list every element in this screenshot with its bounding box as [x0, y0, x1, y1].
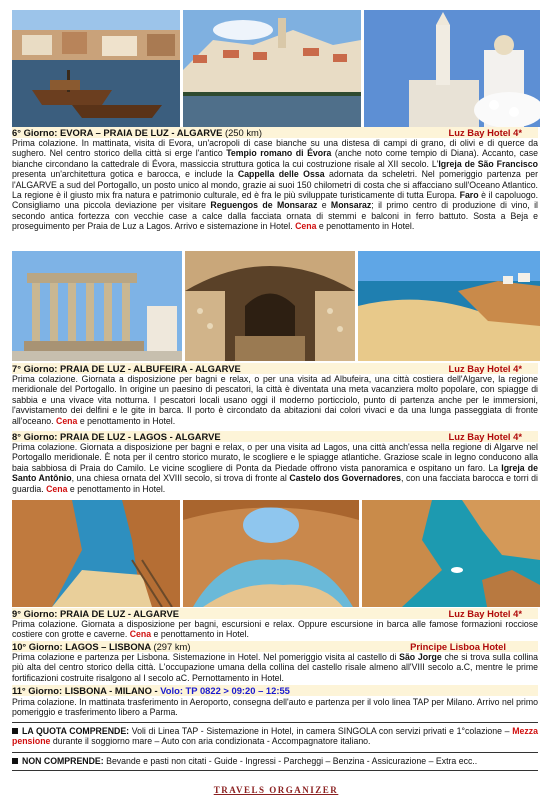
- day6-text: adornata da scheletri. Nel pomeriggio partenza per l'ALGARVE a sud del Portogallo, un posto unico al mondo, grazie ai suoi 150 chilometri di costa che si affacciano sull'Oceano Atlantico. La regione è il giusto mix fra natura e patrimonio culturale, ed è fra le più sviluppate turisticamente di tutta Europa.: [12, 169, 538, 201]
- day8-hotel: Luz Bay Hotel 4*: [448, 431, 522, 442]
- day11-flight: Volo: TP 0822 > 09:20 – 12:55: [160, 685, 290, 696]
- day6-cena: Cena: [295, 221, 317, 232]
- day11-heading: [12, 685, 538, 696]
- day7-hotel: Luz Bay Hotel 4*: [448, 363, 522, 374]
- day8-highlight: Castelo dos Governadores: [289, 473, 401, 484]
- photo-algarve-beach: [358, 251, 540, 361]
- photo-chapel-bones: [185, 251, 355, 361]
- day8-text: , con una facciata barocca e torri di guardia.: [12, 473, 538, 494]
- day8-text: , una chiesa ornata del XVIII secolo, si trova di fronte al: [71, 473, 290, 484]
- non-comprende-text: Bevande e pasti non citati - Guide - Ingressi - Parcheggi – Benzina - Assicurazione – Extra ecc..: [103, 756, 478, 766]
- photo-fatima: [364, 10, 540, 127]
- day6-text: e: [317, 200, 331, 211]
- bullet-icon: [12, 728, 18, 734]
- quota-text: Voli di Linea TAP - Sistemazione in Hotel, in camera SINGOLA con servizi privati e 1°colazione –: [129, 726, 513, 736]
- quota-text: durante il soggiorno mare – Auto con aria condizionata - Accompagnatore italiano.: [50, 736, 371, 747]
- day10-title: 10° Giorno: LAGOS – LISBONA: [12, 641, 151, 652]
- day9-description: [12, 619, 538, 640]
- divider: [12, 752, 538, 753]
- bullet-icon: [12, 758, 18, 764]
- day6-distance: (250 km): [224, 127, 262, 138]
- day7-text: e penottamento in Hotel.: [77, 415, 176, 426]
- day8-title: 8° Giorno: PRAIA DE LUZ - LAGOS - ALGARVE: [12, 431, 221, 442]
- day11-text: Prima colazione. In mattinata trasferimento in Aeroporto, consegna dell'auto e partenza per il volo linea TAP per Milano. Arrivo nel primo pomeriggio e trasferimento libero a Parma.: [12, 697, 538, 718]
- day11-title: 11° Giorno: LISBONA - MILANO -: [12, 685, 158, 696]
- quota-label: LA QUOTA COMPRENDE:: [22, 726, 130, 736]
- day10-highlight: São Jorge: [399, 652, 442, 662]
- day8-text: Prima colazione. Giornata a disposizione per bagni e relax, o per una visita ad Lagos, una città anch'essa nella regione di Algarve nel Portogallo meridionale. È nota per il centro storico murato, le scogliere e le spiagge atlantiche. Graziose scale in legno conducono alla baia sabbiosa di Praia do Camilo. Le vicine scogliere di Ponta da Piedade offrono vista panoramica e ospitano un faro. La: [12, 442, 538, 473]
- day8-cena: Cena: [46, 483, 68, 494]
- day7-text: Prima colazione. Giornata a disposizione per bagni e relax, o per una visita ad Albufeira, una città costiera dell'Algarve, la regione meridionale del Portogallo. In origine un paesino di pescatori, la città è diventata una meta vacanziera molto popolare, con spiagge di sabbia e una vivace vita notturna. I pescatori locali usano oggi il moderno porticciolo, punto di partenza anche per le immersioni, l'avvistamento dei delfini e le gite in barca. Il porto è circondato da abitazioni dai colori vivaci e da una lunga passeggiata di fronte all'oceano.: [12, 374, 538, 426]
- photo-ponta-piedade: [362, 500, 540, 607]
- day6-text: Prima colazione. In mattinata, visita di Evora, un'acropoli di case bianche su una distesa di campi di grano, di olivi e di querce da sughero. Nel centro storico della città si erge l'antico: [12, 138, 538, 159]
- day9-text: Prima colazione. Giornata a disposizione per bagni, escursioni e relax. Oppure escursione in barca alle famose formazioni rocciose costiere con grotte e caverne.: [12, 619, 538, 640]
- day8-description: [12, 442, 538, 494]
- day6-highlight: Cappella delle Ossa: [237, 169, 325, 180]
- day6-description: [12, 138, 538, 232]
- day10-text: Prima colazione e partenza per Lisbona. Sistemazione in Hotel. Nel pomeriggio visita al castello di: [12, 652, 400, 662]
- day8-text: e penottamento in Hotel.: [67, 483, 166, 494]
- day6-title: 6° Giorno: EVORA – PRAIA DE LUZ - ALGARVE: [12, 127, 223, 138]
- day8-heading: [12, 431, 538, 442]
- photo-row-3: [12, 500, 540, 607]
- photo-row-1: [12, 10, 540, 127]
- photo-row-2: [12, 251, 540, 361]
- day6-text: (anche noto come tempio di Diana). Accanto, case bianche circondano la cattedrale di Évora, massiccia struttura gotica la cui costruzione risale al XII secolo. L': [12, 148, 539, 169]
- photo-benagil-cave: [183, 500, 359, 607]
- day6-highlight: Tempio romano di Évora: [226, 148, 332, 159]
- footer-travels-organizer: TRAVELS ORGANIZER: [213, 785, 339, 795]
- photo-coimbra: [183, 10, 361, 127]
- day6-text: ; il primo centro di produzione di vino, il secondo antica fortezza con vecchie case a calce dalla facciata ornata di stemmi e balconi in ferro battuto. Sosta a Beja e proseguimento per Praia de Luz a Lagos. Arrivo e sistemazione in Hotel.: [12, 200, 538, 232]
- photo-temple-diana: [12, 251, 182, 361]
- non-comprende-label: NON COMPRENDE:: [22, 756, 104, 766]
- day9-hotel: Luz Bay Hotel 4*: [448, 608, 522, 619]
- non-comprende-section: [12, 756, 538, 766]
- day7-heading: [12, 363, 538, 374]
- day7-title: 7° Giorno: PRAIA DE LUZ - ALBUFEIRA - ALGARVE: [12, 363, 241, 374]
- day7-cena: Cena: [56, 415, 78, 426]
- day10-hotel: Principe Lisboa Hotel: [410, 641, 506, 652]
- photo-porto-boats: [12, 10, 180, 127]
- day9-text: e penottamento in Hotel.: [151, 629, 249, 640]
- day6-text: è il capoluogo. Consigliamo una piccola deviazione per visitare: [12, 190, 538, 211]
- day6-heading: [12, 127, 538, 138]
- day10-heading: [12, 641, 538, 652]
- day6-hotel: Luz Bay Hotel 4*: [448, 127, 522, 138]
- day6-highlight: Monsaraz: [330, 200, 372, 211]
- day6-text: presenta un'architettura gotica e barocca, e include la: [12, 169, 238, 180]
- quota-mezza-pensione: Mezza pensione: [12, 726, 538, 747]
- day6-highlight: Reguengos de Monsaraz: [210, 200, 318, 211]
- quota-section: [12, 726, 538, 747]
- day9-heading: [12, 608, 538, 619]
- day10-distance: (297 km): [153, 641, 191, 652]
- divider: [12, 722, 538, 723]
- day9-cena: Cena: [129, 629, 152, 640]
- day6-highlight: Faro: [459, 190, 479, 201]
- day11-description: [12, 697, 538, 718]
- day10-description: [12, 652, 538, 683]
- day6-text: e penottamento in Hotel.: [316, 221, 415, 232]
- day6-highlight: Igreja de São Francisco: [438, 158, 538, 169]
- day7-description: [12, 374, 538, 426]
- day8-highlight: Igreja de Santo Antônio: [12, 462, 538, 484]
- divider: [12, 770, 538, 771]
- photo-lagos-stairs: [12, 500, 180, 607]
- day10-text: che si trova sulla collina più alta del centro storico della città. L'occupazione umana della collina del castello risale almeno all'VIII secolo a.C, mentre le prime fortificazioni costruite risalgono al I secolo aC. Pernottamento in Hotel.: [12, 652, 539, 683]
- day9-title: 9° Giorno: PRAIA DE LUZ - ALGARVE: [12, 608, 179, 619]
